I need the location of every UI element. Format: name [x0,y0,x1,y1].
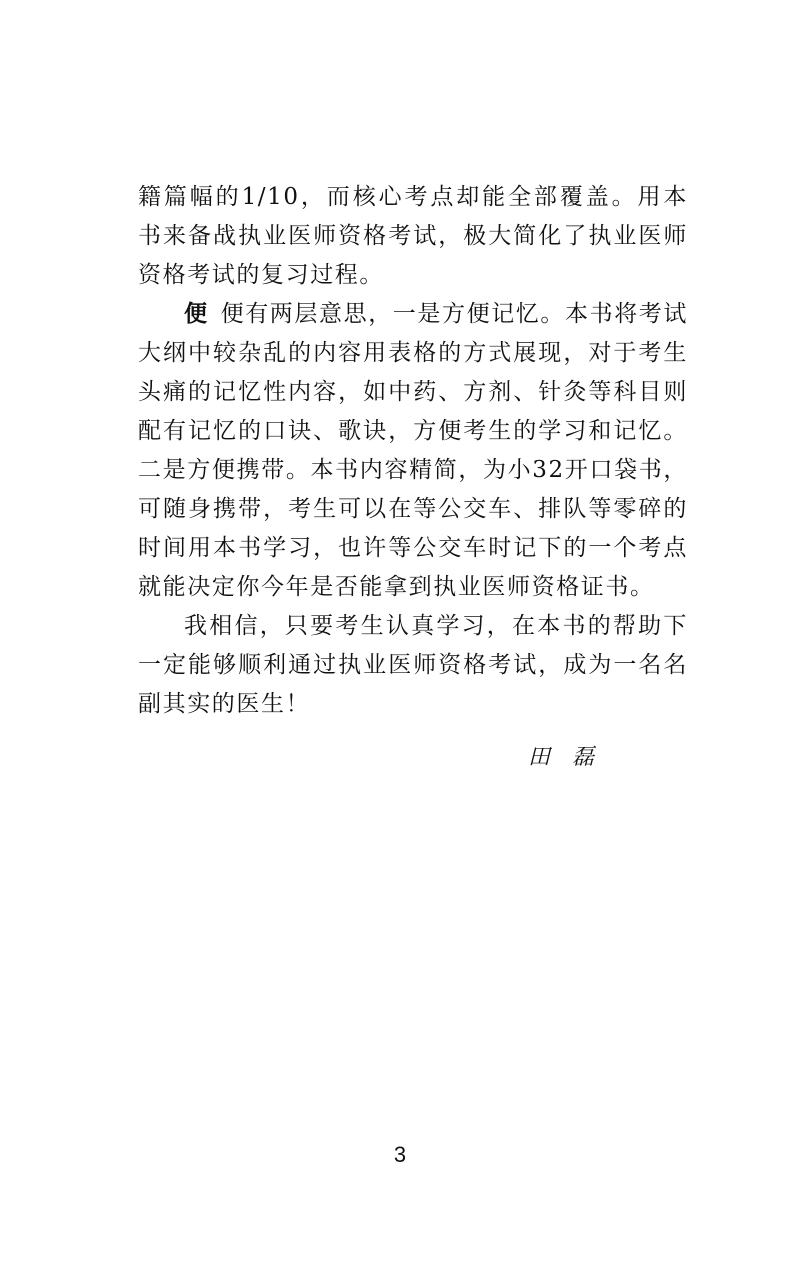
paragraph-text: 便有两层意思，一是方便记忆。本书将考试大纲中较杂乱的内容用表格的方式展现，对于考生头痛的记忆性内容，如中药、方剂、针灸等科目则配有记忆的口诀、歌诀，方便考生的学习和记忆。二是方便携带。本书内容精简，为小32开口袋书，可随身携带，考生可以在等公交车、排队等零碎的时间用本书学习，也许等公交车时记下的一个考点就能决定你今年是否能拿到执业医师资格证书。 [138,301,689,600]
paragraph-text: 籍篇幅的1/10，而核心考点却能全部覆盖。用本书来备战执业医师资格考试，极大简化了执业医师资格考试的复习过程。 [138,184,688,288]
body-text [138,178,688,724]
paragraph-continued [138,178,688,295]
author-signature: 田磊 [528,745,617,770]
paragraph-closing [138,607,688,724]
paragraph-convenience [138,295,688,607]
paragraph-lead-word: 便 [184,301,209,327]
paragraph-text: 我相信，只要考生认真学习，在本书的帮助下一定能够顺利通过执业医师资格考试，成为一名名副其实的医生！ [138,613,688,717]
page-number: 3 [393,1142,407,1167]
